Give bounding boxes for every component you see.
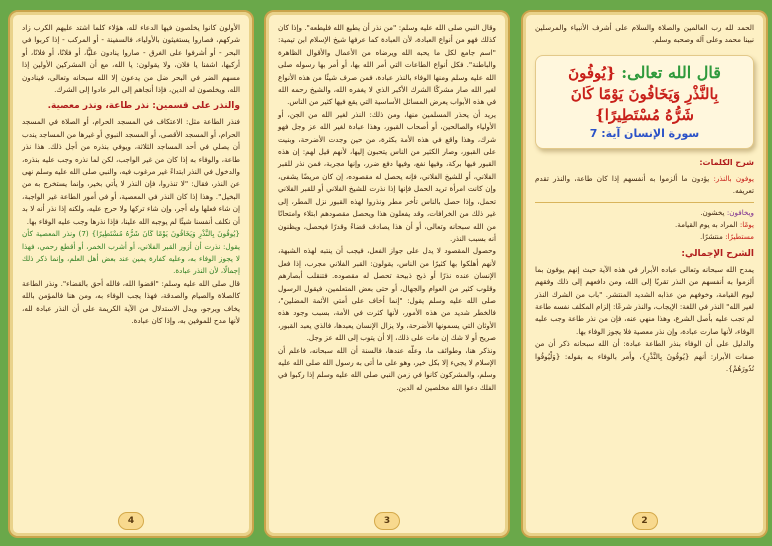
paragraph: يريد أن يحذر المسلمين منها، ومن ذلك: النذر لغير الله من الجن، أو الأولياء والصالحين، أو أصحاب القبور، وهذا عبادة لغير الله عز وجل فهو شرك، وهذا واقع في هذه الأمة بكثرة، من حين وجدت الأضرحة، وبنيت على القبور، وصار الكثير من الناس يتحبون إليها، لأنهم قيل لهم: إن هذه القبور فيها بركة، وفيها نفع، وفيها دفع ضرر، وإنها مجربة، فمن نذر للقبر الفلاني، أو للشيخ الفلاني، فإنه يحصل له مقصوده، إن كان مريضًا يشفى، وإن كانت امرأة تريد الحمل فإنها إذا نذرت للشيخ الفلاني أو للقبر الفلاني تحمل، وإذا حصل بالناس تأخر مطر ونذروا لهذه القبور نزل المطر، إلى غير ذلك من الخرافات، وقد يفعلون هذا ويحصل مقصودهم ابتلاء وامتحانًا من الله سبحانه وتعالى، أو أن هذا يصادف قضاءً وقدرًا فيحصل، ويظنون أنه بسبب النذر.	[278, 109, 496, 243]
page-number: 3	[374, 512, 400, 530]
page-number: 2	[632, 512, 658, 530]
word-term: ويخافون:	[726, 207, 754, 217]
divider	[535, 202, 754, 203]
word-term: يومًا:	[739, 220, 754, 230]
paragraph: الأولون كانوا يخلصون فيها الدعاء لله، هؤلاء كلما اشتد عليهم الكرب زاد شركهم، فصاروا يستغيثون بالأولياء، فالسفينة - أو المركب - إذا كربوا في البحر - أو أشرفوا على الغرق - صاروا ينادون عليًّا، أو فلانًا، أو فلانًا، أو أركبها، اشفنا يا فلان، ولا يقولون: يا الله، مع أن المشركين الأولين إذا مسهم الضر في البحر ضل من يدعون إلا الله سبحانه وتعالى، فينادون الله، ويخلصون له الدين، فإذا أنجاهم إلى البر عادوا إلى الشرك.	[22, 23, 240, 95]
word-meaning: المراد به يوم القيامة.	[674, 220, 738, 230]
word-item	[535, 207, 754, 219]
word-meaning: يؤدون ما ألزموا به أنفسهم إذا كان طاعة، والنذر تقدم تعريفه.	[535, 173, 754, 196]
word-item	[535, 173, 754, 198]
paragraph: وقال النبي صلى الله عليه وسلم: "من نذر أن يطيع الله فليطعه". وإذا كان كذلك فهو من أنواع العبادة، لأن العبادة كما عرفها شيخ الإسلام ابن تيمية: "اسم جامع لكل ما يحبه الله ويرضاه من الأعمال والأقوال الظاهرة والباطنة". فكل أنواع الطاعات التي أمر الله بها، أو أمر بها رسوله صلى الله عليه وسلم ومنها الوفاء بالنذر عبادة، فمن صرف شيئًا من هذه الأنواع لغير الله صار مشركًا الشرك الأكبر الذي لا يغفره الله، والشيخ رحمه الله في هذه الأبواب يعرض المسائل الأساسية التي يقع فيها كثير من الناس.	[278, 23, 496, 107]
words-heading: شرح الكلمات:	[699, 157, 754, 167]
paragraph: ونذكر هنا، وطوائف ما، وعلّه عندها، فالسنة أن الله سبحانه، فاعلم أن الإسلام لا يجيء إلا بكل خير، وهو على ما أتى به رسول الله صلى الله عليه وسلم، والمشركون كانوا في زمن النبي صلى الله عليه وسلم إذا ركبوا في الفلك دعوا الله مخلصين له الدين.	[278, 345, 496, 392]
page-4	[8, 10, 254, 538]
verse-banner	[535, 55, 754, 149]
page-3	[264, 10, 510, 538]
word-item	[535, 219, 754, 231]
verse-text-start: {يُوفُونَ	[568, 63, 616, 82]
paragraph: قال صلى الله عليه وسلم: "اقضوا الله، فالله أحق بالقضاء". ونذر الطاعة كالصلاة والصيام والصدقة، فهذا يجب الوفاء به، ومن هنا فالمؤمن بالله يخاف ويرجو، ويدل الاستدلال من الآية الكريمة على أن النذر عبادة لله، لأنها مدح للموفين به، وإذا كان عبادة.	[22, 278, 240, 325]
word-term: يوفون بالنذر:	[713, 173, 754, 183]
paragraph: وحصول المقصود لا يدل على جواز الفعل، فيجب أن ينتبه لهذه الشبهة، لأنهم أهلكوا بها كثيرًا من الناس، يقولون: القبر الفلاني مجرب، إذا فعل الإنسان عنده نذرًا أو ذبح ذبيحة تحصل له مقصوده. فتنقلب أبصارهم وقلوب كثير من العوام والجهال، أو حتى بعض المتعلمين، فيقول الرسول صلى الله عليه وسلم يقول: "إنما أخاف على أمتي الأئمة المضلين"، فالخطر شديد من هذه الأمور، لأنها كثرت في الأمة، بسبب وجود هذه الأوثان التي يسمونها الأضرحة، ولا يزال الإنسان يعبدها، فالذي يعبد القبور، صريح أو لا شك إن مات على ذلك، إلا أن يتوب إلى الله عز وجل.	[278, 246, 496, 343]
paragraph: فنذر الطاعة مثل: الاعتكاف في المسجد الحرام، أو الصلاة في المسجد الحرام، أو المسجد الأقصى، أو المسجد النبوي أو غيرها من المساجد يندب أن يصلي في أحد المساجد الثلاثة، ويوفي بنذره من أجل ذلك. هذا نذر طاعة، والوفاء به إذا كان من غير الواجب، لكن لما نذره وجب عليه بنذره، والدخول في النذر ابتداءً غير مرغوب فيه، والنبي صلى الله عليه وسلم نهى عن النذر، فقال: "لا تنذروا، فإن النذر لا يأتي بخير، وإنما يستخرج به من البخيل". وهذا إذا كان النذر في المعصية، أو في أمور الطاعة غير الواجبة، إن شاء فعلها وله أجر، وإن شاء تركها ولا حرج عليه، ولكنه إذا نذر أنه لا بد أن نكلف أنفسنا شيئًا لم يوجبه الله علينا، فإذا نذرها وجب عليه الوفاء بها.	[22, 117, 240, 226]
section-heading: والنذر على قسمين: نذر طاعة، ونذر معصية.	[47, 101, 240, 112]
verse-text-end: شَرُّهُ مُسْتَطِيرًا}	[595, 105, 694, 124]
page-2	[521, 10, 768, 538]
page-number: 4	[118, 512, 144, 530]
intro-text: الحمد لله رب العالمين والصلاة والسلام على أشرف الأنبياء والمرسلين نبينا محمد وعلى آله وصحبه وسلم.	[535, 23, 754, 45]
verse-lead: قال الله تعالى:	[621, 62, 721, 82]
paragraph: يمدح الله سبحانه وتعالى عباده الأبرار في هذه الآية حيث إنهم يوفون بما ألزموا به أنفسهم من النذر تقربًا إلى الله، ومن دافعهم إلى ذلك وفقهم ليوم القيامة، وخوفهم من عذابه الشديد المنتشر. "باب من الشرك النذر لغير الله" النذر في اللغة: الإيجاب، والنذر شرعًا: إلزام المكلف نفسه طاعة لم تجب عليه بأصل الشرع، وهذا منهي عنه، فإن من نذر طاعة وجب عليه الوفاء، لأنها صارت عبادة، وإن نذر معصية فلا يجوز الوفاء بها.	[535, 264, 754, 336]
summary-heading: الشرح الإجمالي:	[681, 248, 754, 259]
sura-reference: سورة الإنسان آية: 7	[589, 126, 700, 140]
word-meaning: منتشرًا.	[699, 232, 723, 242]
paragraph: والدليل على أن الوفاء بنذر الطاعة عبادة: أن الله سبحانه ذكر أن من صفات الأبرار: أنهم {يُوفُونَ بِالنَّذْرِ}، وأمر بالوفاء به بقوله: {وَلْيُوفُوا نُذُورَهُمْ}.	[535, 339, 754, 374]
word-meaning: يخشون.	[700, 207, 725, 217]
verse-text-middle: بِالنَّذْرِ وَيَخَافُونَ يَوْمًا كَانَ	[570, 84, 719, 103]
quran-verse: {يُوفُونَ بِالنَّذْرِ وَيَخَافُونَ يَوْمًا كَانَ شَرُّهُ مُسْتَطِيرًا} (7) ونذر المعصية كأن يقول: نذرت أن أزور القبر الفلاني، أو أشرب الخمر، أو أقطع رحمي، فهذا لا يجوز الوفاء به، وعليه كفارة يمين عند بعض أهل العلم، وإنما ذكر ذلك إجمالًا، لأن النذر عبادة.	[22, 229, 241, 276]
word-term: مستطيرًا:	[725, 232, 754, 242]
word-item	[535, 231, 754, 243]
